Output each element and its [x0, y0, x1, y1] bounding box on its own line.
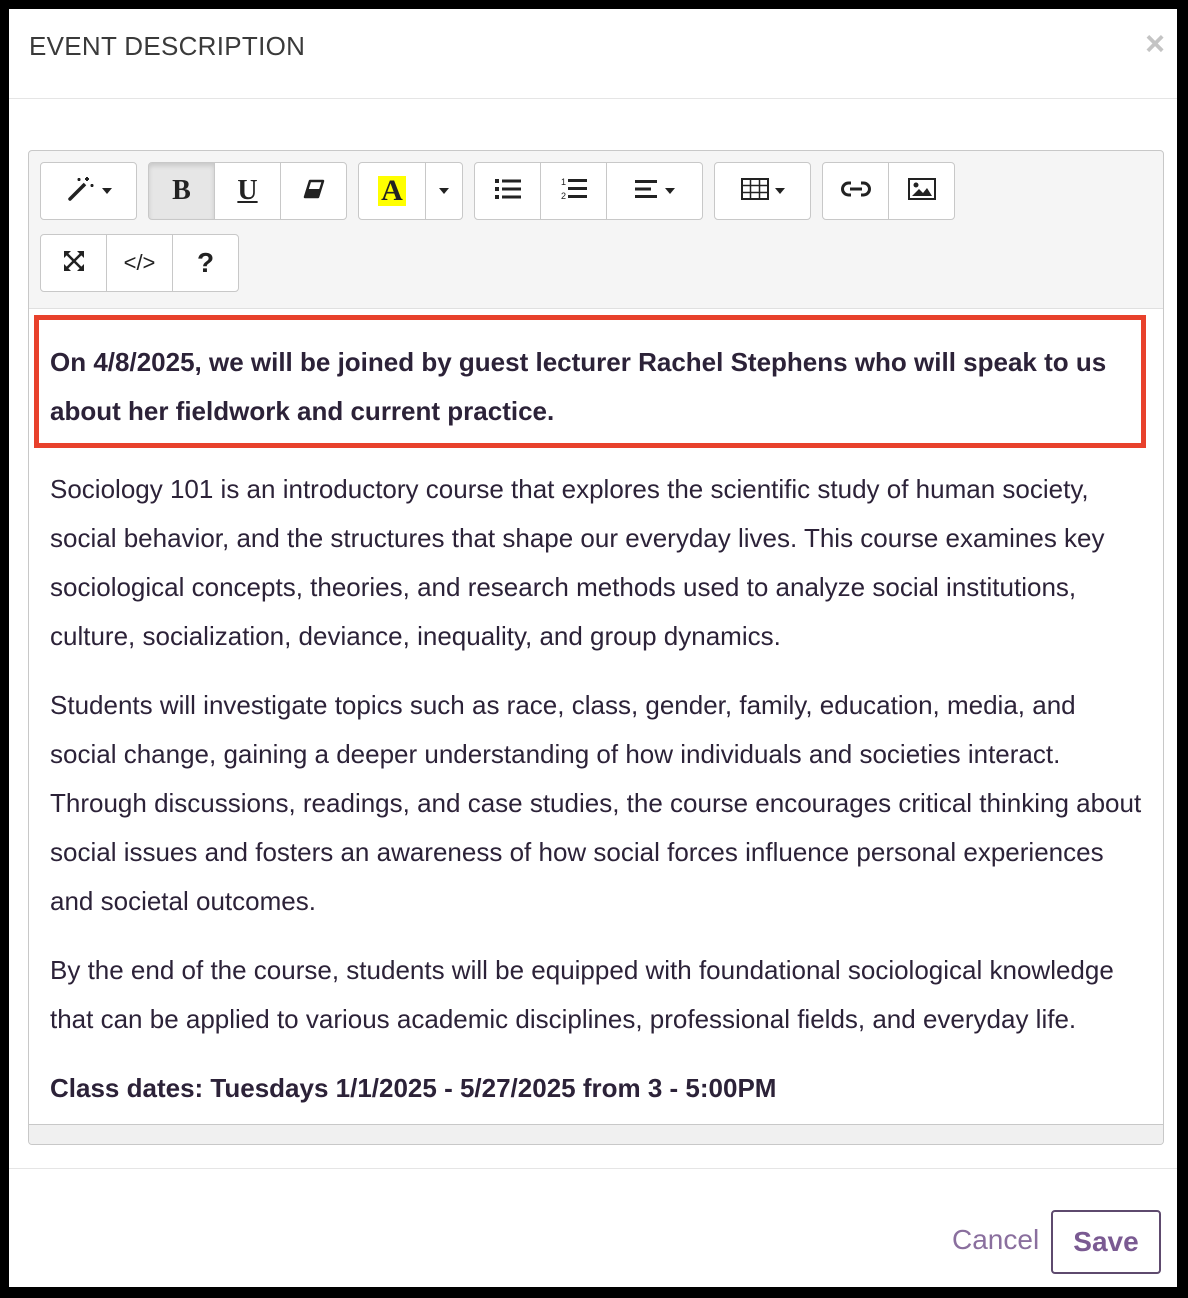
- unordered-list-button[interactable]: [474, 162, 541, 220]
- font-color-icon: A: [378, 176, 406, 206]
- course-intro-paragraph: Sociology 101 is an introductory course that explores the scientific study of human society, social behavior, and the structures that shape our everyday lives. This course examines key sociological concepts, theories, and research methods used to analyze social institutions, culture, socialization, deviance, inequality, and group dynamics.: [50, 474, 1105, 651]
- highlight-box: [34, 315, 1146, 448]
- underline-button[interactable]: [214, 162, 281, 220]
- ordered-list-button[interactable]: [540, 162, 607, 220]
- help-button[interactable]: [172, 234, 239, 292]
- modal-title: EVENT DESCRIPTION: [29, 31, 306, 61]
- code-icon: </>: [123, 250, 156, 275]
- underline-icon: U: [237, 175, 258, 206]
- style-button[interactable]: [40, 162, 137, 220]
- chevron-down-icon: [665, 188, 675, 194]
- font-style-group: [148, 162, 347, 220]
- link-icon: [841, 180, 871, 203]
- table-group: [714, 162, 811, 220]
- color-dropdown-button[interactable]: [425, 162, 463, 220]
- svg-text:1: 1: [560, 176, 566, 187]
- editor-content[interactable]: [29, 308, 1163, 1125]
- align-left-icon: [635, 179, 659, 204]
- chevron-down-icon: [775, 188, 785, 194]
- paragraph-align-button[interactable]: [606, 162, 703, 220]
- save-button[interactable]: Save: [1051, 1210, 1161, 1274]
- editor-resize-bar[interactable]: [29, 1124, 1163, 1145]
- magic-wand-icon: [66, 175, 96, 208]
- picture-button[interactable]: [888, 162, 955, 220]
- class-dates-paragraph: Class dates: Tuesdays 1/1/2025 - 5/27/2025 from 3 - 5:00PM: [50, 1073, 777, 1103]
- ordered-list-icon: [561, 177, 587, 206]
- table-icon: [741, 178, 769, 205]
- eraser-icon: [303, 179, 325, 204]
- style-group: [40, 162, 137, 220]
- unordered-list-icon: [495, 178, 521, 205]
- cancel-button[interactable]: Cancel: [952, 1224, 1040, 1255]
- clear-format-button[interactable]: [280, 162, 347, 220]
- codeview-button[interactable]: [106, 234, 173, 292]
- chevron-down-icon: [102, 188, 112, 194]
- guest-lecturer-paragraph: On 4/8/2025, we will be joined by guest lecturer Rachel Stephens who will speak to us about her fieldwork and current practice.: [50, 347, 1107, 426]
- close-icon[interactable]: ×: [1145, 25, 1165, 63]
- event-description-modal: [9, 9, 1177, 1287]
- insert-group: [822, 162, 955, 220]
- font-color-button[interactable]: [358, 162, 426, 220]
- rich-text-editor: [28, 150, 1164, 1145]
- course-outcome-paragraph: By the end of the course, students will be equipped with foundational sociological knowledge that can be applied to various academic disciplines, professional fields, and everyday life.: [50, 955, 1114, 1034]
- bold-button[interactable]: [148, 162, 215, 220]
- paragraph-group: [474, 162, 703, 220]
- table-button[interactable]: [714, 162, 811, 220]
- color-group: [358, 162, 463, 220]
- course-topics-paragraph: Students will investigate topics such as race, class, gender, family, education, media, and social change, gaining a deeper understanding of how individuals and societies interact. Through discussions, readings, and case studies, the course encourages critical thinking about social issues and fosters an awareness of how social forces influence personal experiences and societal outcomes.: [50, 690, 1142, 916]
- svg-text:2: 2: [560, 190, 566, 201]
- editor-toolbar: [29, 151, 1163, 308]
- chevron-down-icon: [439, 188, 449, 194]
- picture-icon: [908, 178, 936, 205]
- help-icon: ?: [196, 247, 215, 278]
- fullscreen-icon: [63, 250, 85, 277]
- modal-footer: [9, 1168, 1177, 1287]
- bold-icon: B: [172, 175, 191, 206]
- view-group: [40, 234, 239, 292]
- link-button[interactable]: [822, 162, 889, 220]
- modal-header: [9, 9, 1177, 99]
- fullscreen-button[interactable]: [40, 234, 107, 292]
